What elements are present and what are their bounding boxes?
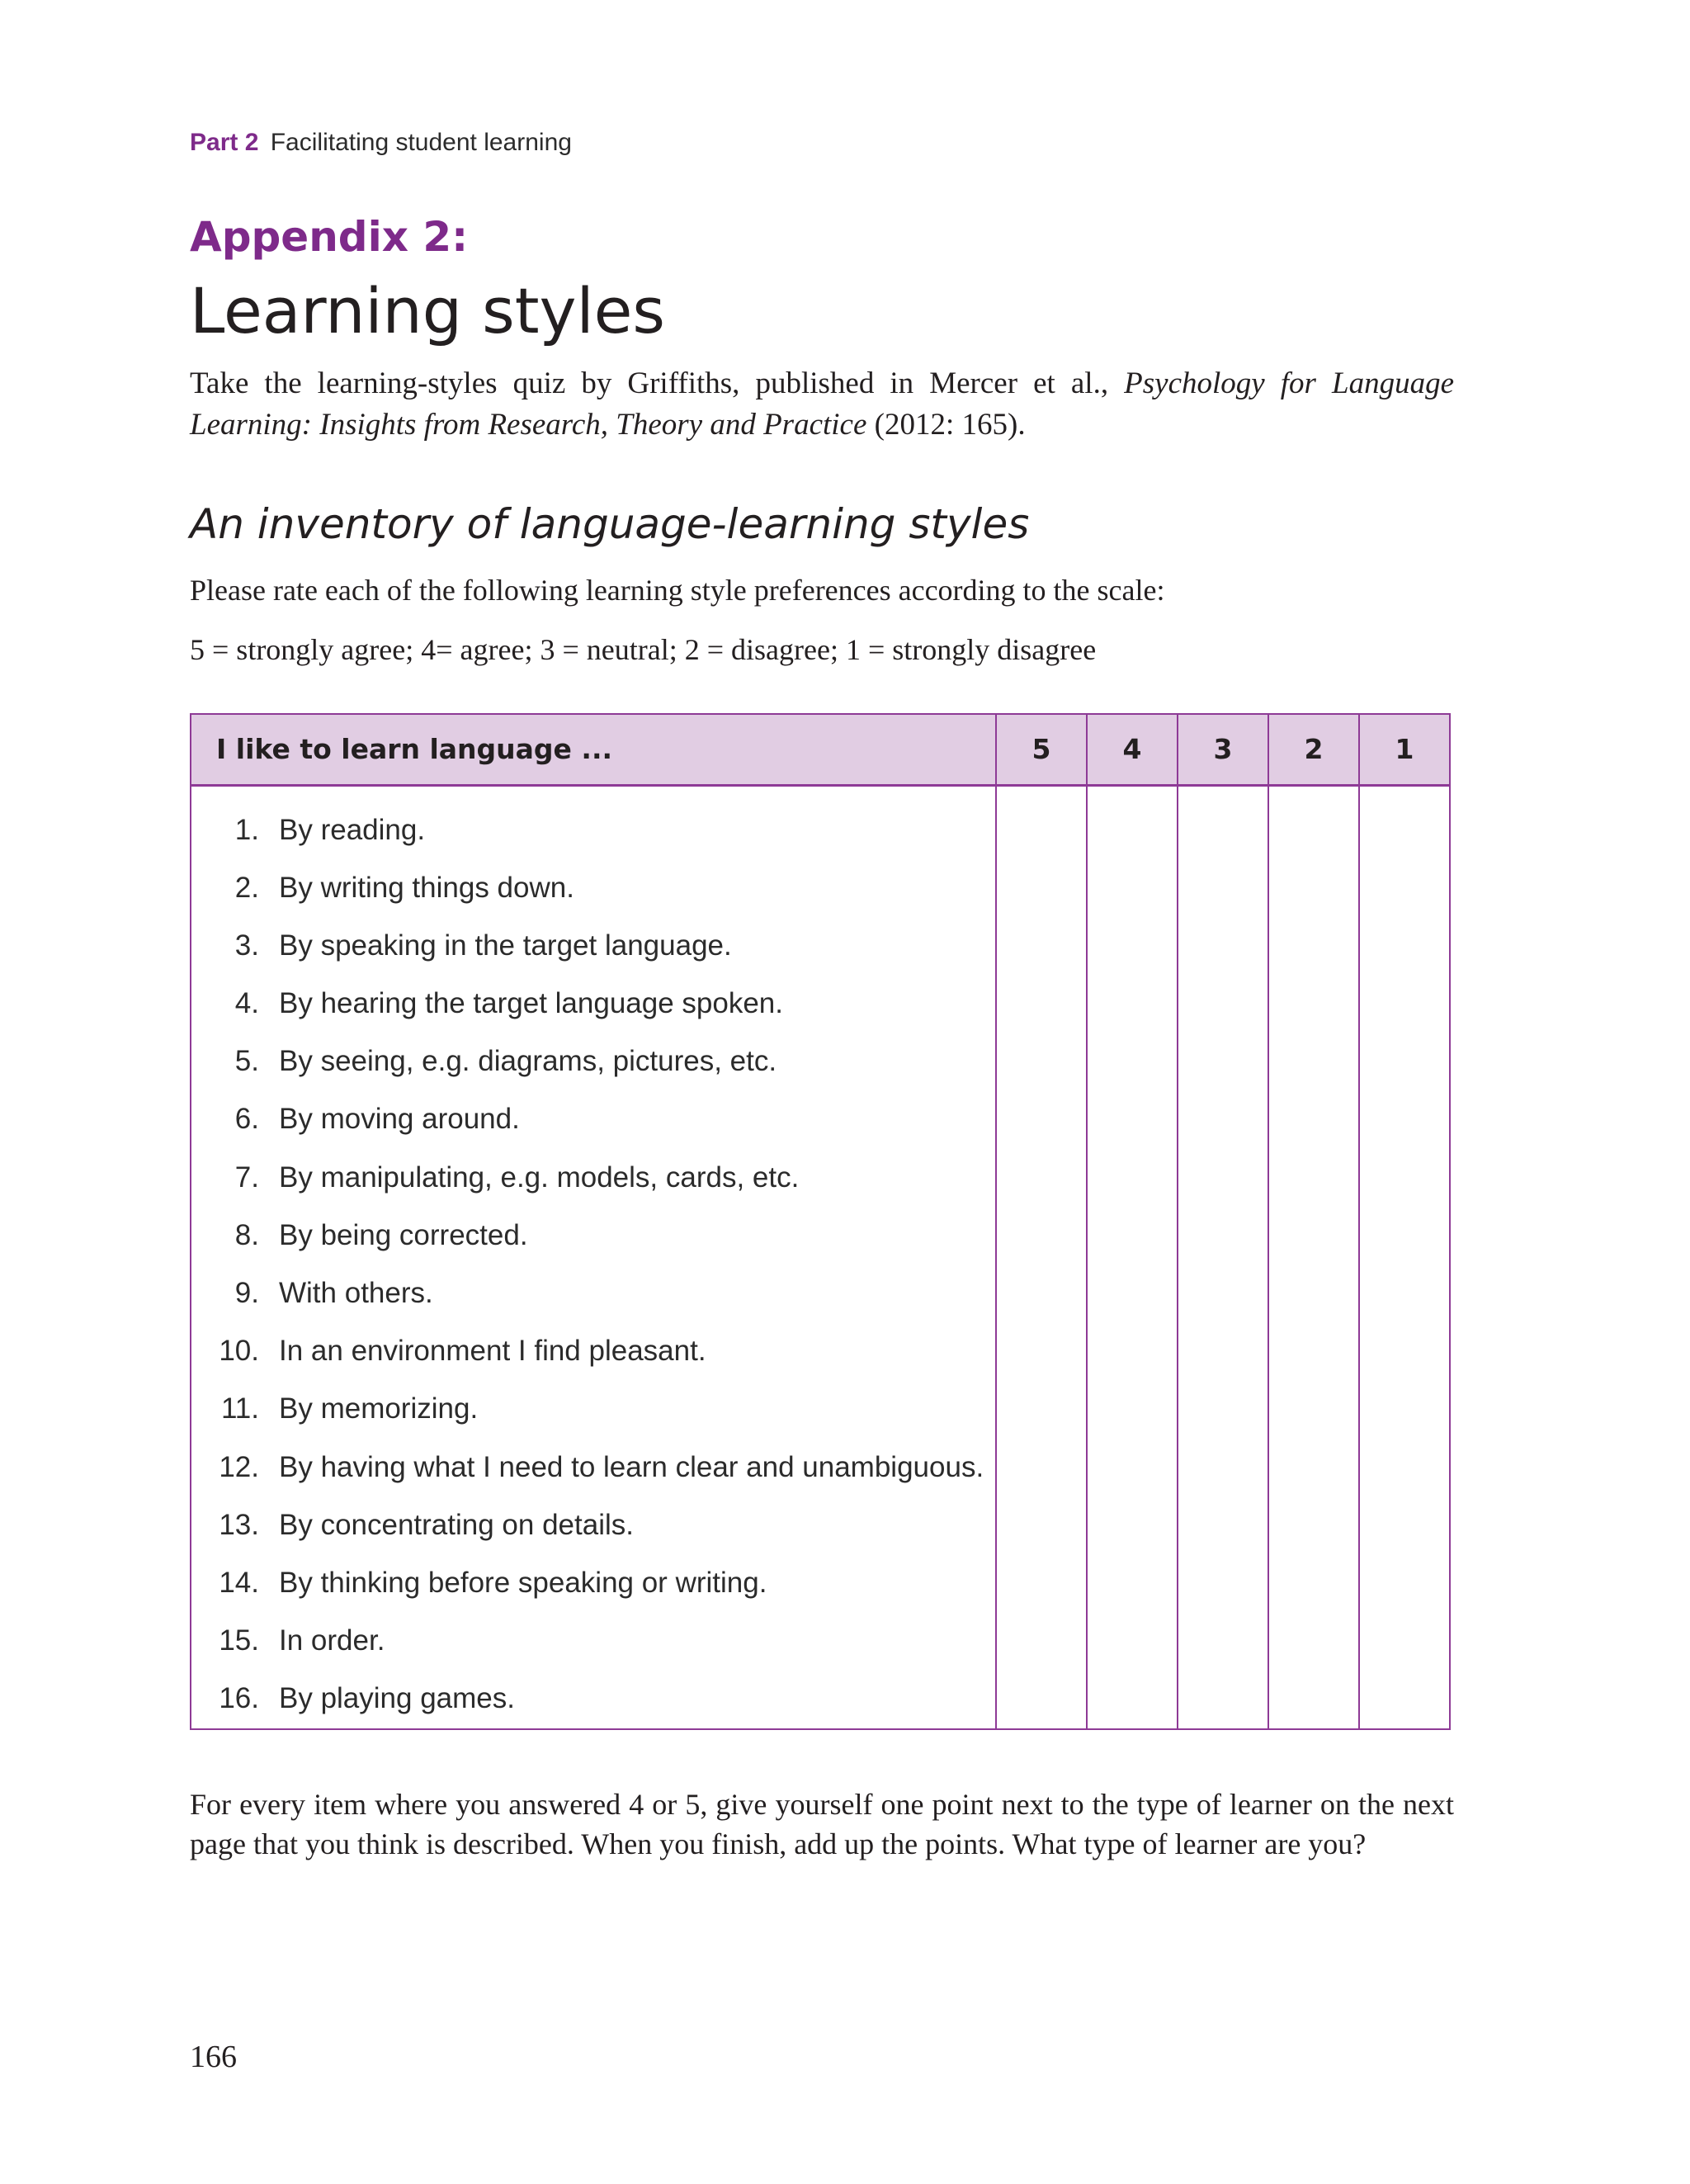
rating-column-4[interactable]: [1087, 785, 1178, 1729]
rating-column-2[interactable]: [1268, 785, 1359, 1729]
item-text: In an environment I find pleasant.: [279, 1335, 706, 1368]
list-item: [191, 1612, 995, 1670]
learning-styles-table: [190, 713, 1451, 1730]
list-item: [191, 1554, 995, 1612]
list-item: [191, 1380, 995, 1438]
appendix-label: Appendix 2:: [190, 213, 469, 261]
list-item: [191, 1265, 995, 1322]
table-body-row: [191, 785, 1450, 1729]
list-item: [191, 975, 995, 1033]
item-number: 13.: [219, 1508, 259, 1541]
item-text: By writing things down.: [279, 871, 574, 904]
list-item: [191, 1207, 995, 1265]
item-text: By speaking in the target language.: [279, 929, 732, 962]
item-number: 2.: [234, 871, 259, 904]
running-head-part: Part 2: [190, 129, 259, 156]
table-header-row: [191, 714, 1450, 785]
rating-column-5[interactable]: [996, 785, 1087, 1729]
page-number: 166: [190, 2040, 237, 2074]
list-item: [191, 859, 995, 917]
list-item: [191, 1149, 995, 1207]
scoring-instructions: For every item where you answered 4 or 5, give yourself one point next to the type of learner on the next page that you think is described. When you finish, add up the points. What type of learner are you?: [190, 1788, 1454, 1860]
rating-instruction: Please rate each of the following learning style preferences according to the scale:: [190, 574, 1165, 607]
list-item: [191, 1090, 995, 1148]
table-header-scale-2: 2: [1268, 714, 1359, 785]
item-text: By manipulating, e.g. models, cards, etc.: [279, 1161, 800, 1194]
table-header-scale-5: 5: [996, 714, 1087, 785]
rating-column-3[interactable]: [1178, 785, 1268, 1729]
list-item: [191, 1322, 995, 1380]
item-number: 15.: [219, 1624, 259, 1657]
item-number: 4.: [234, 987, 259, 1020]
intro-text-after: (2012: 165).: [866, 408, 1026, 442]
rating-column-1[interactable]: [1359, 785, 1450, 1729]
list-item: [191, 1033, 995, 1090]
running-head: [190, 129, 572, 157]
intro-paragraph: [190, 363, 1454, 446]
table-header-stem: I like to learn language ...: [191, 714, 996, 785]
running-head-section: Facilitating student learning: [270, 129, 572, 156]
item-text: By hearing the target language spoken.: [279, 987, 783, 1020]
table-header-scale-3: 3: [1178, 714, 1268, 785]
item-text: By having what I need to learn clear and unambiguous.: [279, 1450, 984, 1483]
item-number: 6.: [234, 1103, 259, 1136]
item-text: By concentrating on details.: [279, 1508, 634, 1541]
statement-column: [191, 785, 996, 1729]
item-number: 12.: [219, 1450, 259, 1483]
item-text: With others.: [279, 1277, 433, 1309]
item-number: 1.: [234, 813, 259, 846]
item-number: 10.: [219, 1335, 259, 1368]
intro-book-title: Psychology for Language Learning: Insights from Research, Theory and Practice: [190, 366, 1454, 442]
item-number: 11.: [220, 1392, 259, 1425]
item-number: 16.: [219, 1682, 259, 1715]
statement-list: [191, 787, 995, 1728]
list-item: [191, 1496, 995, 1554]
item-number: 14.: [219, 1566, 259, 1599]
item-text: By moving around.: [279, 1103, 520, 1136]
list-item: [191, 1439, 995, 1496]
item-text: By being corrected.: [279, 1218, 528, 1251]
item-number: 9.: [234, 1277, 259, 1309]
list-item: [191, 1670, 995, 1728]
page-title: Learning styles: [190, 274, 665, 347]
item-text: By memorizing.: [279, 1392, 479, 1425]
item-number: 3.: [234, 929, 259, 962]
item-text: By reading.: [279, 813, 426, 846]
table-header-scale-1: 1: [1359, 714, 1450, 785]
item-number: 8.: [234, 1218, 259, 1251]
item-number: 7.: [234, 1161, 259, 1194]
item-text: By thinking before speaking or writing.: [279, 1566, 767, 1599]
table-header-scale-4: 4: [1087, 714, 1178, 785]
list-item: [191, 801, 995, 859]
item-number: 5.: [234, 1045, 259, 1078]
rating-scale-legend: 5 = strongly agree; 4= agree; 3 = neutral; 2 = disagree; 1 = strongly disagree: [190, 633, 1097, 666]
list-item: [191, 917, 995, 975]
item-text: By playing games.: [279, 1682, 515, 1715]
item-text: By seeing, e.g. diagrams, pictures, etc.: [279, 1045, 777, 1078]
intro-text-before: Take the learning-styles quiz by Griffiths, published in Mercer et al.,: [190, 366, 1125, 400]
item-text: In order.: [279, 1624, 385, 1657]
section-subtitle: An inventory of language-learning styles: [190, 500, 1030, 548]
